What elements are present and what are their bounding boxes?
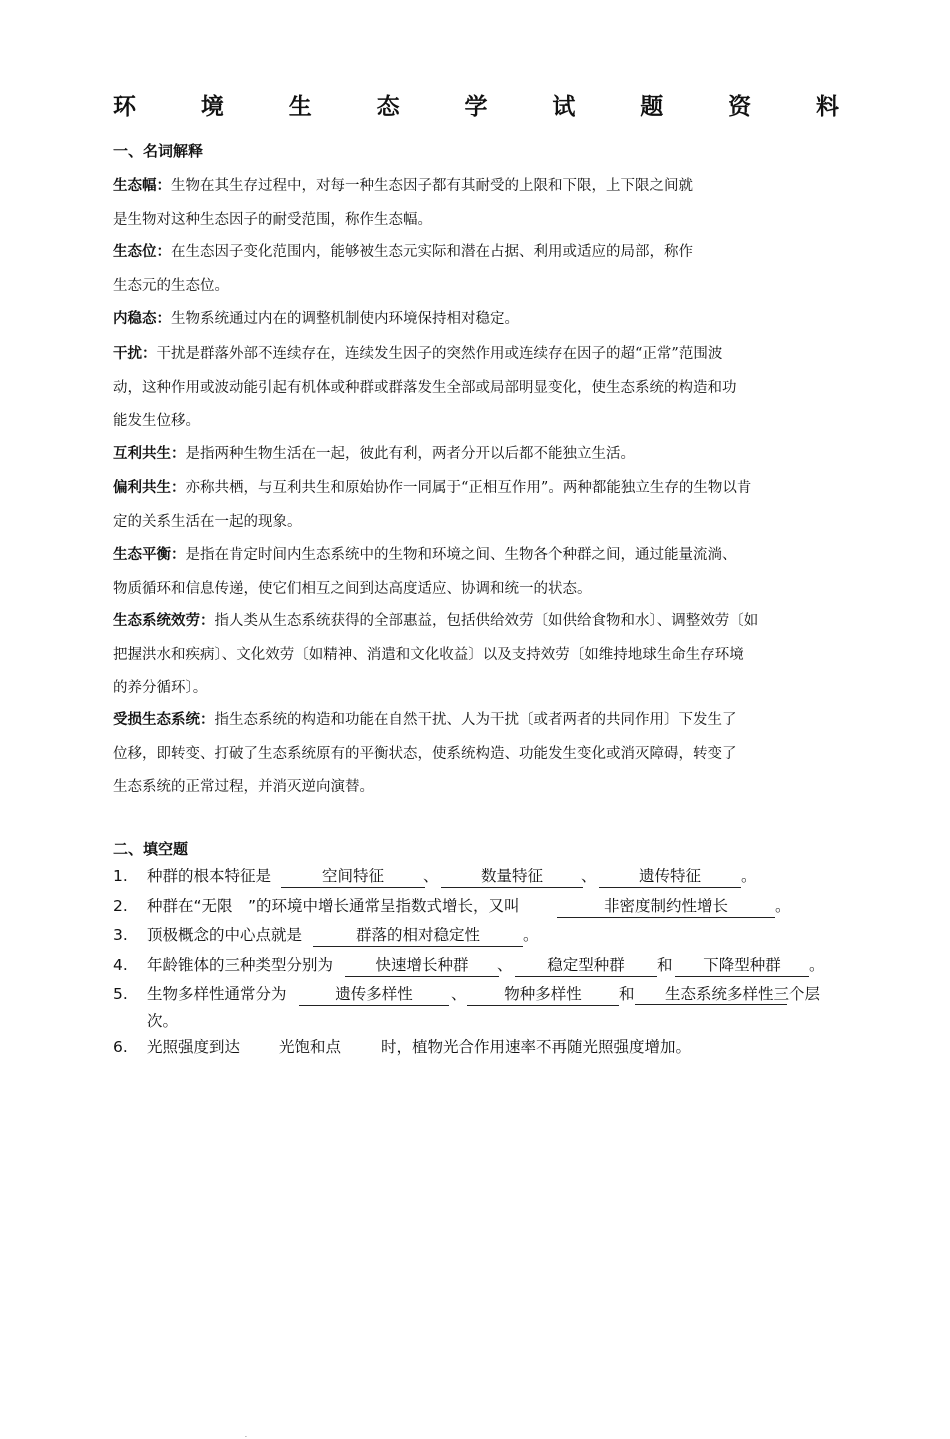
question-3 xyxy=(113,922,853,948)
question-text: 种群在“无限 ”的环境中增长通常呈指数式增长，又叫 xyxy=(147,897,520,915)
definition-text: 是生物对这种生态因子的耐受范围，称作生态幅。 xyxy=(113,211,432,228)
title-char: 环 xyxy=(113,93,136,120)
title-char: 生 xyxy=(288,93,312,120)
definition-item xyxy=(113,539,841,606)
question-number: 4. xyxy=(113,956,128,974)
question-text: 时，植物光合作用速率不再随光照强度增加。 xyxy=(381,1038,692,1056)
definition-text: 能发生位移。 xyxy=(113,413,200,429)
definition-text: 定的关系生活在一起的现象。 xyxy=(113,513,302,530)
definition-text: 干扰是群落外部不连续存在，连续发生因子的突然作用或连续存在因子的超“正常”范围波 xyxy=(156,346,723,362)
period: 。 xyxy=(775,897,791,915)
question-number: 2. xyxy=(113,897,128,915)
definition-item xyxy=(113,303,841,337)
separator: 和 xyxy=(619,985,635,1003)
term-separator: ： xyxy=(142,346,157,362)
definition-text: 生物在其生存过程中，对每一种生态因子都有其耐受的上限和下限，上下限之间就 xyxy=(171,178,693,194)
title-char: 试 xyxy=(552,93,576,120)
answer-blank: 遗传多样性 xyxy=(299,981,449,1006)
definition-text: 生态系统的正常过程，并消灭逆向演替。 xyxy=(113,779,374,795)
question-5 xyxy=(113,981,853,1007)
definition-item xyxy=(113,170,841,237)
section-heading-fill-blanks: 二、填空题 xyxy=(113,840,189,858)
definition-item xyxy=(113,472,841,539)
question-text: 种群的根本特征是 xyxy=(147,867,272,885)
question-2 xyxy=(113,893,853,919)
answer-blank: 生态系统多样性三个层 xyxy=(635,981,787,1005)
question-6 xyxy=(113,1034,853,1060)
question-number: 6. xyxy=(113,1038,128,1056)
question-number: 1. xyxy=(113,867,128,885)
definition-term: 偏利共生 xyxy=(113,480,171,496)
term-separator: ： xyxy=(171,547,186,563)
term-separator: ： xyxy=(156,178,171,194)
definition-term: 互利共生 xyxy=(113,446,171,462)
separator: 和 xyxy=(657,956,673,974)
page-title xyxy=(113,84,839,124)
question-1 xyxy=(113,863,853,889)
term-separator: ： xyxy=(200,613,215,629)
answer-text: 光饱和点 xyxy=(279,1038,342,1056)
definition-text: 是指两种生物生活在一起，彼此有利，两者分开以后都不能独立生活。 xyxy=(185,446,635,462)
definition-text: 把握洪水和疾病〕、文化效劳〔如精神、消遣和文化收益〕以及支持效劳〔如维持地球生命生存环境 xyxy=(113,646,744,663)
definition-text: 位移，即转变、打破了生态系统原有的平衡状态，使系统构造、功能发生变化或消灭障碍，转变了 xyxy=(113,745,737,762)
definition-term: 干扰 xyxy=(113,346,142,362)
answer-blank: 快速增长种群 xyxy=(345,952,499,977)
section-heading-definitions: 一、名词解释 xyxy=(113,142,204,160)
title-char: 境 xyxy=(200,93,224,120)
footer-mark: . xyxy=(245,1432,247,1439)
answer-blank: 下降型种群 xyxy=(675,952,809,977)
title-char: 资 xyxy=(728,93,752,120)
question-number: 3. xyxy=(113,926,128,944)
period: 。 xyxy=(809,956,825,974)
definition-text: 动，这种作用或波动能引起有机体或种群或群落发生全部或局部明显变化，使生态系统的构造和功 xyxy=(113,379,737,396)
title-char: 料 xyxy=(816,93,839,120)
definition-item xyxy=(113,338,841,439)
definition-text: 指生态系统的构造和功能在自然干扰、人为干扰〔或者两者的共同作用〕下发生了 xyxy=(214,712,737,728)
definition-term: 生态位 xyxy=(113,244,157,260)
answer-blank: 空间特征 xyxy=(281,863,425,888)
answer-blank: 物种多样性 xyxy=(467,981,619,1006)
definition-text: 亦称共栖，与互利共生和原始协作一同属于“正相互作用”。两种都能独立生存的生物以肯 xyxy=(185,480,752,496)
question-text: 生物多样性通常分为 xyxy=(147,985,287,1003)
answer-blank: 遗传特征 xyxy=(599,863,741,888)
term-separator: ： xyxy=(156,311,171,327)
separator: 、 xyxy=(451,985,467,1003)
term-separator: ： xyxy=(171,480,186,496)
period: 。 xyxy=(523,926,539,944)
definition-term: 生态幅 xyxy=(113,178,157,194)
question-5-continuation: 次。 xyxy=(147,1012,179,1030)
definition-text: 物质循环和信息传递，使它们相互之间到达高度适应、协调和统一的状态。 xyxy=(113,580,592,597)
term-separator: ： xyxy=(171,446,186,462)
separator: 、 xyxy=(423,867,439,885)
definition-text: 的养分循环〕。 xyxy=(113,680,208,696)
definition-text: 在生态因子变化范围内，能够被生态元实际和潜在占据、利用或适应的局部，称作 xyxy=(171,244,693,260)
term-separator: ： xyxy=(200,712,215,728)
definition-term: 生态系统效劳 xyxy=(113,613,200,629)
definition-term: 受损生态系统 xyxy=(113,712,200,728)
question-4 xyxy=(113,952,853,978)
separator: 、 xyxy=(581,867,597,885)
title-char: 题 xyxy=(640,93,664,120)
title-char: 学 xyxy=(464,93,488,120)
answer-blank: 群落的相对稳定性 xyxy=(313,922,523,947)
question-number: 5. xyxy=(113,985,128,1003)
definition-term: 生态平衡 xyxy=(113,547,171,563)
period: 。 xyxy=(741,867,757,885)
answer-blank: 稳定型种群 xyxy=(515,952,657,977)
definition-item xyxy=(113,605,841,706)
question-text: 光照强度到达 xyxy=(147,1038,241,1056)
definition-text: 生物系统通过内在的调整机制使内环境保持相对稳定。 xyxy=(171,311,519,327)
definition-text: 指人类从生态系统获得的全部惠益，包括供给效劳〔如供给食物和水〕、调整效劳〔如 xyxy=(214,613,759,629)
separator: 、 xyxy=(497,956,513,974)
answer-blank: 数量特征 xyxy=(441,863,583,888)
question-text: 顶极概念的中心点就是 xyxy=(147,926,303,944)
definition-text: 是指在肯定时间内生态系统中的生物和环境之间、生物各个种群之间，通过能量流淌、 xyxy=(185,547,737,563)
question-text: 年龄锥体的三种类型分别为 xyxy=(147,956,334,974)
title-char: 态 xyxy=(376,93,400,120)
definition-item xyxy=(113,704,841,805)
definition-text: 生态元的生态位。 xyxy=(113,277,229,294)
definition-item xyxy=(113,236,841,303)
definition-item xyxy=(113,438,841,472)
term-separator: ： xyxy=(156,244,171,260)
answer-blank: 非密度制约性增长 xyxy=(557,893,775,918)
definition-term: 内稳态 xyxy=(113,311,157,327)
